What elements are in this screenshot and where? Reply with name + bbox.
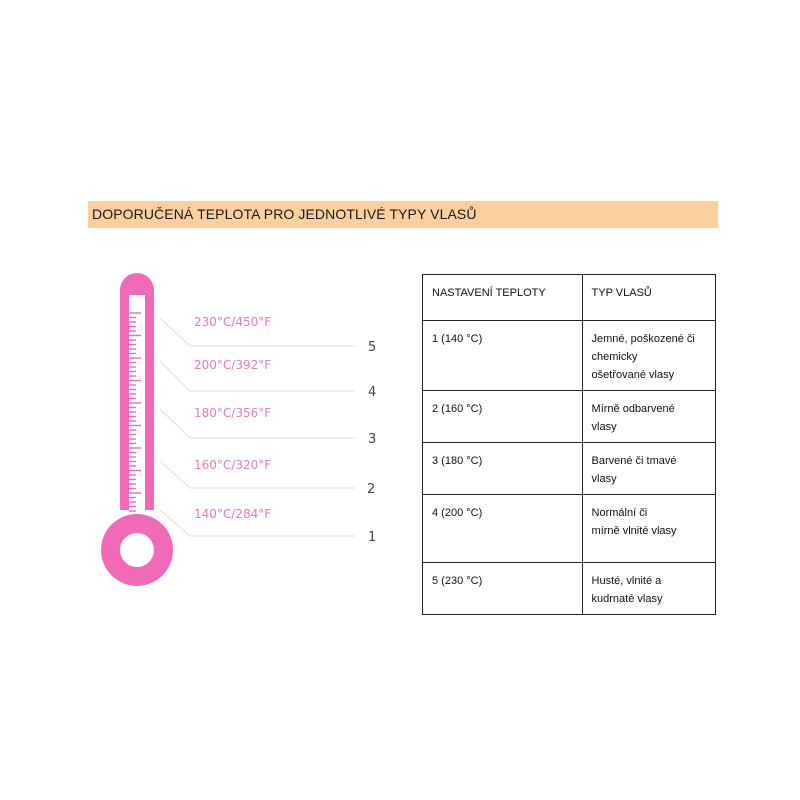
hair-type-cell: Jemné, poškozené či chemicky ošetřované vlasy (582, 321, 715, 391)
temperature-label: 180°C/356°F (194, 406, 272, 420)
temperature-table (422, 274, 716, 615)
table-row (423, 443, 716, 495)
level-number: 2 (367, 482, 376, 497)
hair-type-cell: Normální či mírně vlnité vlasy (582, 495, 715, 563)
setting-cell: 1 (140 °C) (423, 321, 583, 391)
temperature-label: 160°C/320°F (194, 458, 272, 472)
temperature-guide-lines (160, 318, 355, 536)
table-header-setting: NASTAVENÍ TEPLOTY (423, 275, 583, 321)
temperature-label: 140°C/284°F (194, 507, 272, 521)
table-row (423, 391, 716, 443)
hair-type-cell: Barvené či tmavé vlasy (582, 443, 715, 495)
level-number: 3 (368, 432, 377, 447)
setting-cell: 5 (230 °C) (423, 563, 583, 615)
section-heading: DOPORUČENÁ TEPLOTA PRO JEDNOTLIVÉ TYPY VLASŮ (88, 201, 718, 228)
table-header-hair-type: TYP VLASŮ (582, 275, 715, 321)
temperature-label: 200°C/392°F (194, 358, 272, 372)
table-row (423, 495, 716, 563)
thermometer-illustration (100, 265, 390, 600)
temperature-label: 230°C/450°F (194, 315, 272, 329)
level-number: 5 (368, 340, 377, 355)
hair-type-cell: Husté, vlnité a kudrnaté vlasy (582, 563, 715, 615)
table-row (423, 321, 716, 391)
table-row (423, 563, 716, 615)
setting-cell: 2 (160 °C) (423, 391, 583, 443)
level-number: 4 (368, 385, 377, 400)
setting-cell: 3 (180 °C) (423, 443, 583, 495)
level-number: 1 (368, 530, 377, 545)
table-header-row (423, 275, 716, 321)
thermometer-bulb-inner (120, 533, 154, 567)
hair-type-cell: Mírně odbarvené vlasy (582, 391, 715, 443)
setting-cell: 4 (200 °C) (423, 495, 583, 563)
thermometer-tube-inner (129, 295, 145, 515)
